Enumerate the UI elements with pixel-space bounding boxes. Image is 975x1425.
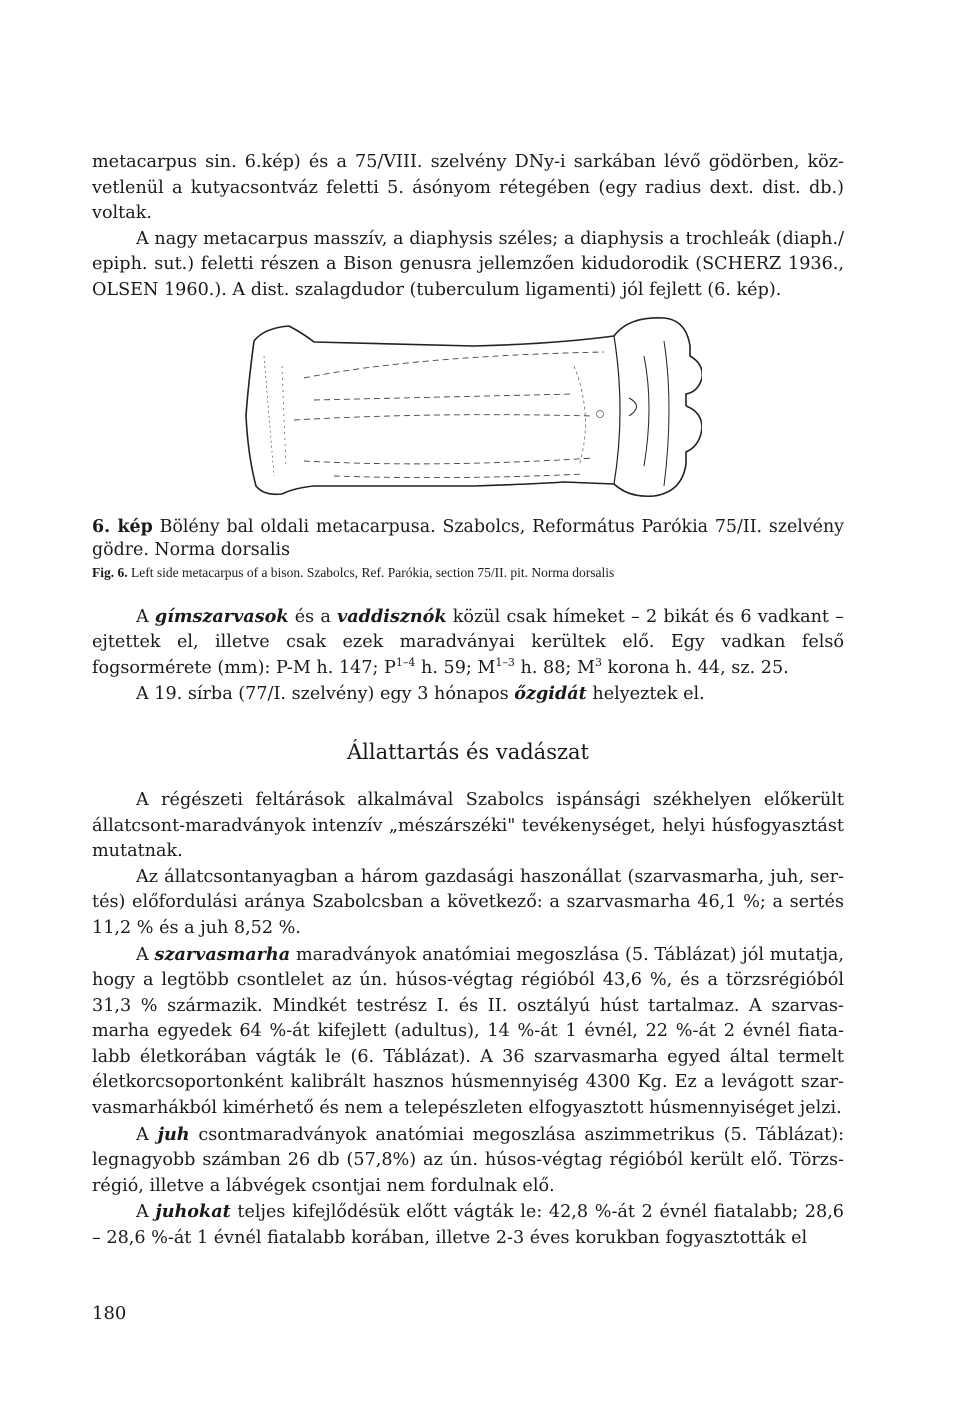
p3-text-f: h. 59; M (415, 657, 496, 678)
p3-text-a: A (136, 606, 155, 627)
p3-sup-2: 1–3 (495, 655, 515, 669)
paragraph-9 (92, 1199, 844, 1251)
p9-text-c: teljes kifejlődésük előtt vágták le: 42,8 %-át 2 évnél fiatalabb; 28,6 – 28,6 %-át 1 évnél fiatalabb korában, illetve 2-3 éves korukban fogyasztották el (92, 1202, 844, 1249)
p9-term-juhokat: juhokat (155, 1201, 231, 1223)
p4-term-ozgida: őzgidát (514, 683, 587, 705)
p4-text-a: A 19. sírba (77/I. szelvény) egy 3 hónapos (136, 684, 515, 705)
figure-bison-metacarpus (92, 316, 844, 516)
p3-text-h: korona h. 44, sz. 25. (601, 657, 789, 678)
paragraph-3 (92, 604, 844, 682)
p7-text-a: A (136, 944, 155, 965)
paragraph-7 (92, 942, 844, 1122)
p8-text-c: csontmaradványok anatómiai megoszlása aszimmetrikus (5. Táblázat): legnagyobb számban 26 db (57,8%) az ún. húsos-végtag régióból került elő. Törzsrégió, illetve a lábvégek csontjai nem fordulnak elő. (92, 1124, 844, 1196)
caption-text: Bölény bal oldali metacarpusa. Szabolcs, Református Parókia 75/II. szelvény gödre. Norma dorsalis (92, 516, 844, 560)
p8-term-juh: juh (157, 1123, 190, 1145)
caption-en-label: Fig. 6. (92, 564, 128, 580)
p3-text-c: és a (288, 606, 338, 627)
caption-en-text: Left side metacarpus of a bison. Szabolcs, Ref. Parókia, section 75/II. pit. Norma dorsalis (127, 564, 615, 580)
section-heading: Állattartás és vadászat (347, 739, 589, 764)
p3-text-e: közül csak hímeket – 2 bikát és 6 vadkant – ejtettek el, illetve csak ezek maradványai kerültek elő. Egy vadkan felső fogsormérete (mm): P-M h. 147; P (92, 606, 844, 678)
page-body (92, 150, 844, 1252)
paragraph-8 (92, 1122, 844, 1200)
p3-text-g: h. 88; M (514, 657, 595, 678)
p3-term-vaddiszno: vaddisznók (337, 605, 447, 627)
p7-text-c: maradványok anatómiai megoszlása (5. Táblázat) jól mutatja, hogy a legtöbb csontlelet az ún. húsos-végtag régióból 43,6 %, és a törzsrégióból 31,3 % származik. Mindkét testrész I. és II. osztályú húst tartalmaz. A szarvasmarha egyedek 64 %-át kifejlett (adultus), 14 %-át 1 évnél, 22 %-át 2 évnél fiatalabb életkorában vágták le (6. Táblázat). A 36 szarvasmarha egyed által termelt életkorcsoportonként kalibrált hasznos húsmennyiség 4300 Kg. Ez a levágott szarvasmarhákból kimérhető és nem a telepészleten elfogyasztott húsmennyiséget jelzi. (92, 944, 844, 1119)
paragraph-2: A nagy metacarpus masszív, a diaphysis széles; a diaphysis a trochleák (diaph./ epiph. sut.) feletti részen a Bison genusra jellemzően kidudorodik (SCHERZ 1936., OLSEN 1960.). A dist. szalagdudor (tuberculum ligamenti) jól fejlett (6. kép). (92, 228, 844, 300)
paragraph-5: A régészeti feltárások alkalmával Szabolcs ispánsági székhelyen előkerült állatcsont-maradványok intenzív „mészárszéki" tevékenységet, helyi húsfogyasztást mutatnak. (92, 789, 844, 862)
paragraph-6: Az állatcsontanyagban a három gazdasági haszonállat (szarvasmarha, juh, sertés) előfordulási aránya Szabolcsban a következő: a szarvasmarha 46,1 %; a sertés 11,2 % és a juh 8,52 %. (92, 866, 844, 938)
p4-text-c: helyeztek el. (586, 684, 705, 705)
paragraph-1: metacarpus sin. 6.kép) és a 75/VIII. szelvény DNy-i sarkában lévő gödörben, közvetlenül a kutyacsontváz feletti 5. ásónyom rétegében (egy radius dext. dist. db.) voltak. (92, 152, 844, 224)
figure-caption-english (92, 564, 844, 582)
metacarpus-drawing (234, 316, 702, 506)
caption-label: 6. kép (92, 516, 153, 537)
p3-term-gimszarvas: gímszarvasok (154, 605, 289, 627)
p7-term-szarvasmarha: szarvasmarha (154, 943, 291, 965)
p3-sup-1: 1–4 (395, 655, 416, 669)
figure-caption (92, 516, 844, 562)
p3-sup-3: 3 (594, 655, 602, 669)
p8-text-a: A (136, 1124, 158, 1145)
page-number: 180 (92, 1303, 127, 1324)
paragraph-4 (92, 681, 844, 708)
p9-text-a: A (136, 1202, 156, 1223)
